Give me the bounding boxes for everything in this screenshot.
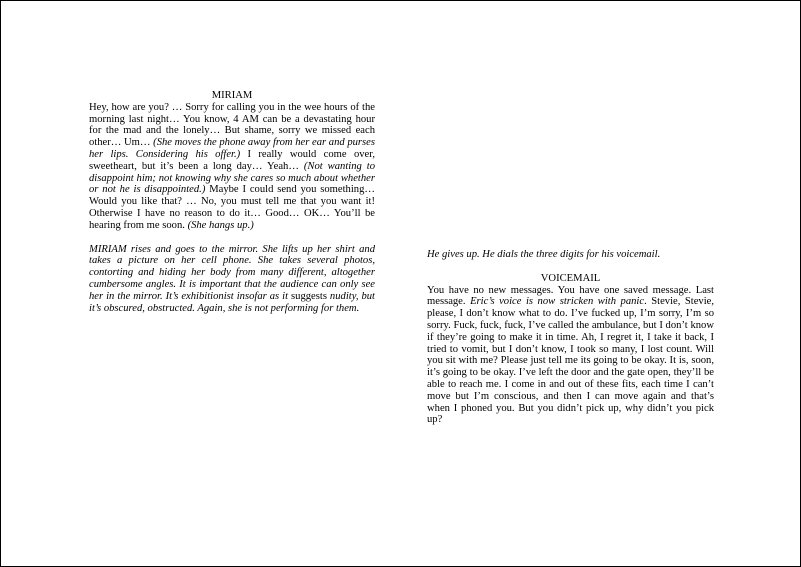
left-column [89, 90, 375, 314]
stage-direction-mirror [89, 244, 375, 315]
miriam-dialogue [89, 102, 375, 232]
voicemail-dialogue [427, 285, 714, 427]
stage-direction-inline: (Not wanting to disappoint him; not knowing why she cares so much about whether or not he is disappointed.) [89, 160, 375, 196]
right-column [427, 249, 714, 426]
direction-segment: nudity, but it’s obscured, obstructed. Again, she is not performing for them. [89, 290, 375, 314]
paragraph-gap [89, 232, 375, 244]
stage-direction-voicemail [427, 249, 714, 261]
direction-text: He gives up. He dials the three digits for his voicemail. [427, 249, 661, 260]
dialogue-segment: . Stevie, Stevie, please, I don’t know what to do. I’ve fucked up, I’m sorry, I’m so sorry. Fuck, fuck, fuck, I’ve called the ambulance, but I don’t know if they’re going to make it in time. Ah, I regret it, I take it back, I tried to vomit, but I don’t know, I took so many, I lost count. Will you sit with me? Please just tell me its going to be okay. It is, soon, it’s going to be okay. I’ve left the door and the gate open, they’ll be able to reach me. I come in and out of these fits, each time I can’t move but I’m conscious, and then I can move again and that’s when I phoned you. But you didn’t pick up, why didn’t you pick up? [427, 296, 715, 426]
stage-direction-inline: Eric’s voice is now stricken with panic [470, 296, 645, 308]
stage-direction-inline: (She hangs up.) [187, 219, 254, 231]
speaker-name-miriam: MIRIAM [211, 90, 253, 101]
dialogue-segment: You have no new messages. You have one saved message. Last message. [427, 284, 714, 308]
dialogue-segment: I really would come over, sweetheart, but it’s been a long day… Yeah… [89, 148, 375, 172]
direction-segment: MIRIAM rises and goes to the mirror. She lifts up her shirt and takes a picture on her cell phone. She takes several photos, contorting and hiding her body from many different, altogether cumbersome angles. It is important that the audience can only see her in the mirror. It’s exhibitionist insofar as it [89, 243, 375, 302]
dialogue-segment: Maybe I could send you something… Would you like that? … No, you must tell me that you want it! Otherwise I have no reason to do it… Good… OK… You’ll be hearing from me soon. [89, 184, 375, 231]
direction-segment-upright: suggests [291, 290, 327, 302]
speaker-name-voicemail: VOICEMAIL [540, 272, 601, 284]
stage-direction-inline: (She moves the phone away from her ear and purses her lips. Considering his offer.) [89, 137, 375, 160]
paragraph-gap [427, 261, 714, 273]
dialogue-segment: Hey, how are you? … Sorry for calling you in the wee hours of the morning last night… You know, 4 AM can be a devastating hour for the mad and the lonely… But shame, sorry we missed each other… Um… [89, 101, 375, 149]
